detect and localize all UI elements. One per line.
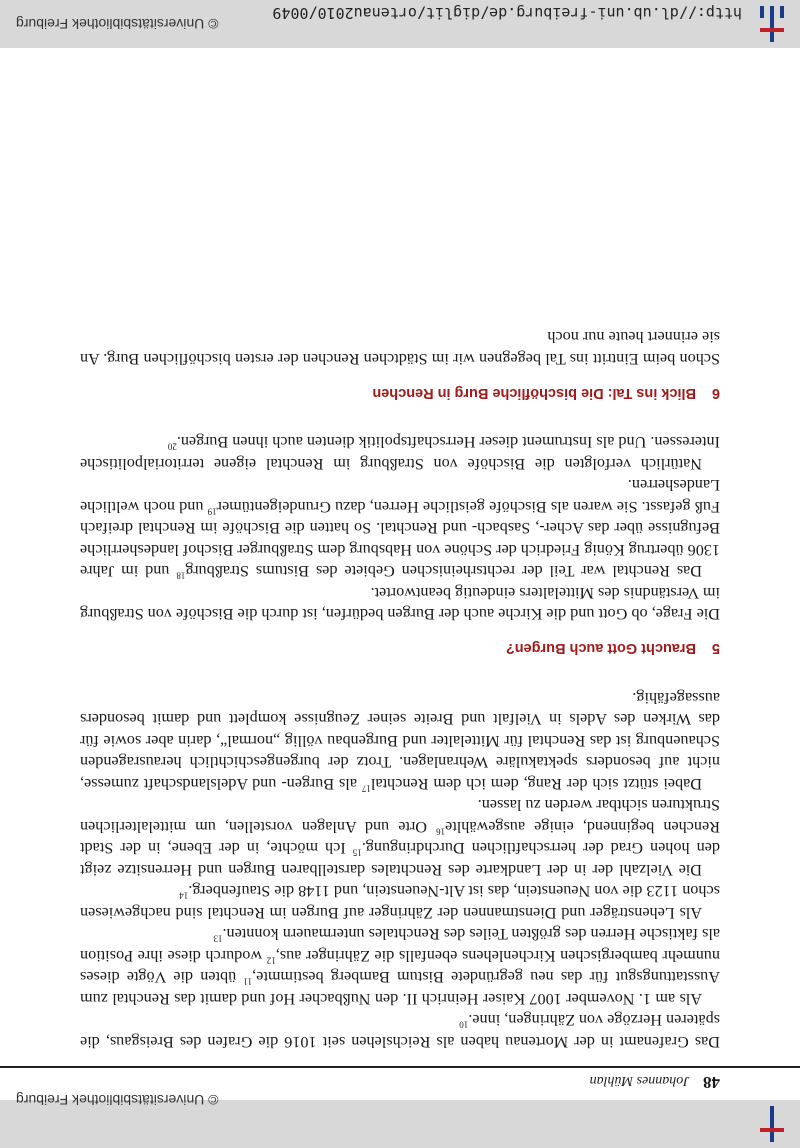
top-copyright: © Universitätsbibliothek Freiburg <box>16 1092 219 1108</box>
running-author: Johannes Mühlan <box>589 1073 690 1088</box>
paragraph: Die Frage, ob Gott und die Kirche auch der Burgen bedürfen, ist durch die Bischöfe von Straßburg im Verständnis des Mittelalters eindeutig beantwortet. <box>80 584 720 624</box>
library-logo-icon <box>752 1106 792 1142</box>
paragraph: Das Renchtal war Teil der rechtsrheinischen Gebiete des Bistums Straßburg$^{18}$ und im Jahre 1306 übertrug König Friedrich der Schöne von Habsburg dem Straßburger Bischof landesherrliche Befugnisse über das Acher-, Sasbach- und Renchtal. So hatten die Bischöfe im Renchtal dreifach Fuß gefasst. Sie waren als Bischöfe geistliche Herren, dazu Grundeigentümer$^{19}$ und noch weltliche Landesherren. <box>79 476 720 581</box>
viewer-bottom-bar <box>0 0 800 48</box>
page-header <box>590 1072 720 1092</box>
section-heading: 6Blick ins Tal: Die bischöfliche Burg in Renchen <box>372 385 720 401</box>
paragraph: Schon beim Eintritt ins Tal begegnen wir im Städtchen Renchen der ersten bischöflichen Burg. An sie erinnert heute nur noch <box>80 328 720 368</box>
paragraph: Als am 1. November 1007 Kaiser Heinrich II. den Nußbacher Hof und damit das Renchtal zum Ausstattungsgut für das neu gegründete Bistum Bamberg bestimmte,$^{11}$ übten die Vögte dieses nunmehr bambergischen Kirchenlehens ebenfalls die Zähringer aus,$^{12}$ wodurch diese ihre Position als faktische Herren des größten Teiles des Renchtales untermauern konnten.$^{13}$ <box>80 925 720 1008</box>
page-number: 48 <box>703 1073 720 1092</box>
paragraph: Das Grafenamt in der Mortenau haben als Reichslehen seit 1016 die Grafen des Breisgaus, die späteren Herzöge von Zähringen, inne.$^{10}$ <box>80 1011 720 1051</box>
header-rule <box>0 1066 800 1068</box>
paragraph: Die Vielzahl der in der Landkarte des Renchtales darstellbaren Burgen und Herrensitze zeigt den hohen Grad der herrschaftlichen Durchdringung.$^{15}$ Ich möchte, in der Ebene, in der Stadt Renchen beginnend, einige ausgewählte$^{16}$ Orte und Anlagen vorstellen, um mittelalterlichen Strukturen sichtbar werden zu lassen. <box>80 796 720 879</box>
viewer-top-bar <box>0 1092 800 1148</box>
article-body <box>80 326 720 1052</box>
paragraph: Dabei stützt sich der Rang, dem ich dem Renchtal$^{17}$ als Burgen- und Adelslandschaft zumesse, nicht auf besonders spektakuläre Wehranlagen. Trotz der burgengeschichtlich herausragenden Schauenburg ist das Renchtal für Mittelalter und Burgenbau völlig „normal“, darin aber sowie für das Wirken des Adels in Vielfalt und Breite seiner Zeugnisse komplett und damit besonders aussagefähig. <box>79 689 720 794</box>
library-logo-icon <box>752 6 792 42</box>
section-heading: 5Braucht Gott auch Burgen? <box>505 640 720 657</box>
source-url: http://dl.ub.uni-freiburg.de/diglit/ortenau2010/0049 <box>272 4 742 22</box>
copyright-notice: © Universitätsbibliothek Freiburg <box>16 16 219 32</box>
paragraph: Als Lehensträger und Dienstmannen der Zähringer auf Burgen im Renchtal sind nachgewiesen schon 1123 die von Neuenstein, das ist Alt-Neuenstein, und 1148 die Staufenberg.$^{14}$ <box>80 882 720 922</box>
paragraph: Natürlich verfolgten die Bischöfe von Straßburg im Renchtal eigene territorialpolitische Interessen. Und als Instrument dieser Herrschaftspolitik dienten auch ihnen Burgen.$^{20}$ <box>80 433 720 473</box>
